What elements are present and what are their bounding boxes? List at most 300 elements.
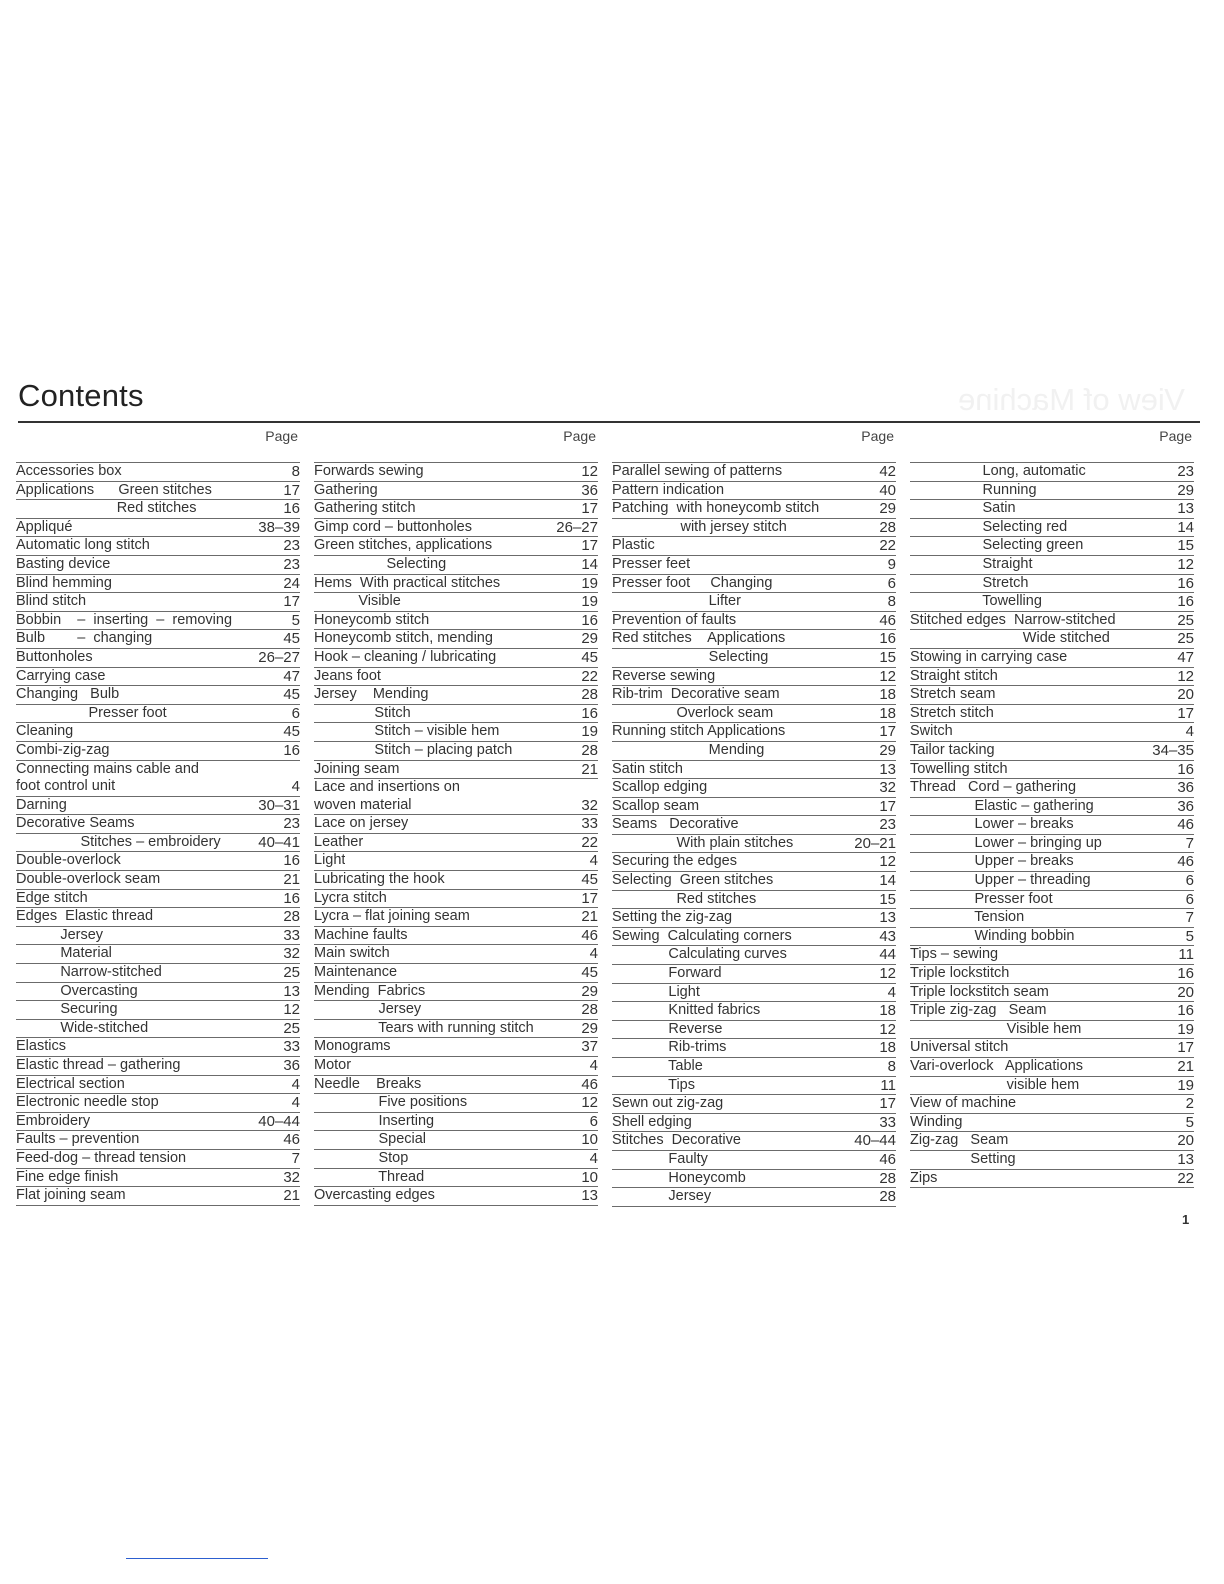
index-entry: [910, 909, 1194, 928]
entry-page: 19: [581, 593, 598, 611]
entry-page: 18: [879, 704, 896, 722]
entry-label: Edge stitch: [16, 889, 88, 906]
entry-page: 22: [1177, 1169, 1194, 1187]
index-entry: [314, 945, 598, 964]
entry-label: Triple zig-zag Seam: [910, 1002, 1047, 1019]
index-entry: [612, 1077, 896, 1096]
entry-label: Light: [314, 852, 346, 869]
index-entry: [910, 1077, 1194, 1096]
index-entry: [16, 649, 300, 668]
entry-label: Gathering stitch: [314, 500, 416, 517]
index-entry: [16, 815, 300, 834]
index-entry: [612, 705, 896, 724]
entry-list: [910, 462, 1194, 1188]
entry-label: Selecting red: [910, 518, 1068, 535]
entry-label: Lace and insertions on woven material: [314, 779, 460, 813]
index-entry: [612, 1188, 896, 1207]
index-entry: [314, 742, 598, 761]
entry-label: Appliqué: [16, 518, 73, 535]
entry-page: 45: [283, 723, 300, 741]
entry-page: 45: [581, 871, 598, 889]
entry-label: Changing Bulb: [16, 686, 120, 703]
index-entry: [612, 891, 896, 910]
index-entry: [16, 1001, 300, 1020]
entry-page: 11: [880, 1076, 896, 1094]
entry-page: 21: [283, 871, 300, 889]
index-entry: [314, 1076, 598, 1095]
index-entry: [16, 834, 300, 853]
entry-page: 25: [1177, 630, 1194, 648]
entry-page: 28: [581, 686, 598, 704]
entry-label: Universal stitch: [910, 1039, 1009, 1056]
entry-label: Hems With practical stitches: [314, 574, 501, 591]
index-entry: [612, 500, 896, 519]
entry-label: Connecting mains cable and foot control unit: [16, 760, 199, 795]
entry-label: Straight stitch: [910, 667, 998, 684]
index-entry: [612, 909, 896, 928]
index-entry: [16, 890, 300, 909]
entry-label: Calculating curves: [612, 946, 787, 963]
index-entry: [314, 1020, 598, 1039]
entry-label: Joining seam: [314, 760, 400, 777]
title-rule: [18, 421, 1200, 423]
index-entry: [314, 927, 598, 946]
entry-label: Shell edging: [612, 1113, 692, 1130]
index-entry: [16, 761, 300, 797]
entry-page: 20: [1177, 1132, 1194, 1150]
index-entry: [612, 463, 896, 482]
index-entry: [910, 1039, 1194, 1058]
index-entry: [910, 1151, 1194, 1170]
contents-column-2: [314, 426, 598, 1206]
entry-page: 29: [581, 982, 598, 1000]
entry-label: Stowing in carrying case: [910, 648, 1068, 665]
entry-page: 11: [1178, 946, 1194, 964]
entry-page: 45: [283, 630, 300, 648]
entry-label: Lycra stitch: [314, 889, 387, 906]
entry-label: Double-overlock seam: [16, 871, 161, 888]
entry-page: 16: [283, 500, 300, 518]
entry-label: Reverse sewing: [612, 667, 716, 684]
entry-page: 6: [1185, 890, 1194, 908]
page-column-header: Page: [861, 428, 894, 444]
entry-label: Winding: [910, 1113, 963, 1130]
index-entry: [612, 872, 896, 891]
entry-page: 6: [887, 574, 896, 592]
entry-page: 16: [1177, 574, 1194, 592]
index-entry: [16, 797, 300, 816]
entry-page: 12: [879, 667, 896, 685]
index-entry: [612, 649, 896, 668]
entry-label: Carrying case: [16, 667, 106, 684]
index-entry: [16, 1057, 300, 1076]
entry-label: View of machine: [910, 1095, 1017, 1112]
entry-label: Jeans foot: [314, 667, 381, 684]
index-entry: [910, 686, 1194, 705]
entry-label: Lower – bringing up: [910, 834, 1102, 851]
entry-page: 36: [1177, 797, 1194, 815]
entry-page: 23: [1177, 463, 1194, 480]
entry-page: 22: [879, 537, 896, 555]
index-entry: [314, 705, 598, 724]
entry-page: 28: [283, 908, 300, 926]
entry-label: Winding bobbin: [910, 927, 1075, 944]
entry-label: Stitches – embroidery: [16, 833, 221, 850]
entry-label: Selecting: [314, 555, 447, 572]
entry-page: 29: [879, 741, 896, 759]
entry-page: 7: [291, 1149, 300, 1167]
index-entry: [910, 1114, 1194, 1133]
entry-page: 26–27: [258, 648, 300, 666]
index-entry: [910, 835, 1194, 854]
entry-page: 32: [283, 1168, 300, 1186]
index-entry: [612, 965, 896, 984]
index-entry: [910, 500, 1194, 519]
entry-list: [314, 462, 598, 1206]
entry-label: Gimp cord – buttonholes: [314, 518, 472, 535]
index-entry: [16, 668, 300, 687]
index-entry: [612, 612, 896, 631]
index-entry: [910, 872, 1194, 891]
entry-label: Selecting: [612, 648, 769, 665]
entry-label: Seams Decorative: [612, 816, 739, 833]
index-entry: [612, 1114, 896, 1133]
index-entry: [612, 1132, 896, 1151]
entry-page: 36: [283, 1057, 300, 1074]
index-entry: [16, 964, 300, 983]
entry-page: 37: [581, 1038, 598, 1056]
entry-page: 19: [1177, 1020, 1194, 1038]
entry-label: With plain stitches: [612, 834, 794, 851]
entry-page: 20–21: [854, 834, 896, 852]
index-entry: [314, 500, 598, 519]
index-entry: [314, 1187, 598, 1206]
entry-page: 17: [581, 889, 598, 907]
index-entry: [314, 537, 598, 556]
entry-label: Securing: [16, 1001, 118, 1018]
entry-label: Sewing Calculating corners: [612, 927, 792, 944]
entry-page: 23: [879, 816, 896, 834]
entry-label: Presser foot: [16, 704, 167, 721]
index-entry: [314, 1169, 598, 1188]
entry-page: 45: [581, 964, 598, 982]
entry-page: 7: [1185, 909, 1194, 927]
entry-label: Lycra – flat joining seam: [314, 908, 470, 925]
entry-page: 21: [581, 760, 598, 778]
entry-label: Plastic: [612, 537, 655, 554]
entry-label: Overcasting: [16, 982, 138, 999]
entry-label: Reverse: [612, 1020, 723, 1037]
index-entry: [612, 742, 896, 761]
entry-page: 13: [581, 1187, 598, 1205]
index-entry: [16, 537, 300, 556]
entry-label: Scallop seam: [612, 797, 700, 814]
index-entry: [910, 1002, 1194, 1021]
entry-label: Stretch: [910, 574, 1029, 591]
entry-label: Applications Green stitches: [16, 481, 212, 498]
index-entry: [910, 556, 1194, 575]
entry-label: Feed-dog – thread tension: [16, 1149, 187, 1166]
entry-label: Gathering: [314, 481, 378, 498]
entry-page: 46: [1177, 816, 1194, 834]
index-entry: [16, 1038, 300, 1057]
entry-page: 9: [887, 555, 896, 573]
entry-page: 46: [581, 1075, 598, 1093]
entry-label: Maintenance: [314, 964, 398, 981]
page-column-header: Page: [563, 428, 596, 444]
entry-page: 14: [1177, 518, 1194, 536]
entry-page: 4: [589, 852, 598, 870]
entry-label: Securing the edges: [612, 853, 737, 870]
entry-label: Red stitches: [16, 500, 197, 517]
entry-label: Double-overlock: [16, 852, 121, 869]
index-entry: [16, 705, 300, 724]
entry-label: Faulty: [612, 1150, 708, 1167]
index-entry: [612, 668, 896, 687]
entry-page: 46: [879, 611, 896, 629]
entry-label: Blind hemming: [16, 574, 112, 591]
index-entry: [16, 1169, 300, 1188]
index-entry: [314, 668, 598, 687]
entry-page: 16: [283, 741, 300, 759]
entry-page: 26–27: [556, 518, 598, 536]
entry-page: 33: [581, 815, 598, 833]
entry-label: Flat joining seam: [16, 1187, 126, 1204]
entry-page: 20: [1177, 686, 1194, 704]
index-entry: [612, 984, 896, 1003]
index-entry: [910, 761, 1194, 780]
entry-page: 33: [283, 1038, 300, 1056]
entry-page: 23: [283, 815, 300, 833]
entry-page: 45: [283, 686, 300, 704]
index-entry: [314, 1038, 598, 1057]
entry-label: visible hem: [910, 1076, 1080, 1093]
index-entry: [612, 761, 896, 780]
entry-label: Jersey: [314, 1001, 422, 1018]
entry-page: 12: [879, 965, 896, 983]
contents-column-4: [910, 426, 1194, 1188]
index-entry: [314, 593, 598, 612]
entry-page: 4: [291, 1094, 300, 1112]
entry-page: 7: [1185, 834, 1194, 852]
entry-label: Satin stitch: [612, 760, 683, 777]
entry-page: 29: [581, 630, 598, 648]
page-title: Contents: [18, 378, 144, 413]
index-entry: [314, 815, 598, 834]
entry-label: Cleaning: [16, 723, 74, 740]
entry-label: Satin: [910, 500, 1016, 517]
entry-label: Zig-zag Seam: [910, 1132, 1009, 1149]
entry-label: Jersey Mending: [314, 686, 429, 703]
index-entry: [16, 927, 300, 946]
entry-page: 13: [283, 982, 300, 1000]
entry-label: Setting the zig-zag: [612, 909, 733, 926]
index-entry: [612, 779, 896, 798]
index-entry: [612, 630, 896, 649]
index-entry: [16, 908, 300, 927]
entry-label: Elastic – gathering: [910, 797, 1094, 814]
index-entry: [612, 816, 896, 835]
entry-label: Knitted fabrics: [612, 1002, 761, 1019]
entry-label: Red stitches: [612, 890, 757, 907]
entry-label: Tips: [612, 1076, 695, 1093]
entry-page: 45: [581, 648, 598, 666]
entry-page: 13: [1177, 500, 1194, 518]
index-entry: [16, 871, 300, 890]
entry-page: 40: [879, 481, 896, 499]
entry-label: Accessories box: [16, 463, 122, 479]
entry-page: 21: [581, 908, 598, 926]
index-entry: [314, 612, 598, 631]
index-entry: [314, 519, 598, 538]
entry-label: Fine edge finish: [16, 1168, 119, 1185]
index-entry: [16, 1131, 300, 1150]
entry-label: Leather: [314, 833, 364, 850]
index-entry: [910, 928, 1194, 947]
entry-label: Scallop edging: [612, 779, 708, 796]
entry-page: 23: [283, 555, 300, 573]
entry-page: 16: [581, 704, 598, 722]
index-entry: [16, 556, 300, 575]
entry-page: 34–35: [1152, 741, 1194, 759]
entry-page: 17: [879, 723, 896, 741]
entry-label: Combi-zig-zag: [16, 741, 110, 758]
index-entry: [16, 630, 300, 649]
entry-page: 46: [879, 1150, 896, 1168]
entry-page: 47: [1177, 648, 1194, 666]
entry-page: 28: [879, 1188, 896, 1206]
entry-page: 17: [879, 797, 896, 815]
entry-page: 32: [581, 796, 598, 814]
index-entry: [910, 779, 1194, 798]
index-entry: [16, 945, 300, 964]
entry-label: Basting device: [16, 555, 111, 572]
entry-page: 12: [1177, 667, 1194, 685]
index-entry: [314, 1057, 598, 1076]
entry-label: Lower – breaks: [910, 816, 1074, 833]
index-entry: [910, 1021, 1194, 1040]
entry-page: 5: [1185, 927, 1194, 945]
entry-page: 17: [283, 593, 300, 611]
entry-label: Upper – threading: [910, 872, 1091, 889]
entry-page: 12: [581, 1094, 598, 1112]
entry-label: Selecting green: [910, 537, 1084, 554]
entry-page: 16: [1177, 1002, 1194, 1020]
entry-page: 29: [879, 500, 896, 518]
entry-label: Stitch: [314, 704, 411, 721]
entry-label: Faults – prevention: [16, 1131, 140, 1148]
entry-label: Mending Fabrics: [314, 982, 426, 999]
index-entry: [16, 519, 300, 538]
index-entry: [910, 984, 1194, 1003]
entry-label: Patching with honeycomb stitch: [612, 500, 820, 517]
index-entry: [612, 1151, 896, 1170]
index-entry: [910, 798, 1194, 817]
index-entry: [612, 946, 896, 965]
index-entry: [612, 723, 896, 742]
entry-label: Rib-trim Decorative seam: [612, 686, 780, 703]
entry-page: 13: [1177, 1150, 1194, 1168]
entry-label: Motor: [314, 1057, 352, 1073]
entry-page: 21: [1177, 1058, 1194, 1075]
entry-label: Setting: [910, 1150, 1016, 1167]
entry-page: 17: [879, 1095, 896, 1113]
index-entry: [16, 852, 300, 871]
entry-page: 33: [879, 1113, 896, 1131]
entry-label: Honeycomb stitch: [314, 611, 430, 628]
entry-page: 36: [581, 481, 598, 499]
page-number: 1: [1182, 1212, 1190, 1227]
entry-label: Five positions: [314, 1094, 468, 1111]
index-entry: [16, 612, 300, 631]
entry-label: Stitch – visible hem: [314, 723, 500, 740]
index-entry: [314, 686, 598, 705]
entry-label: Elastic thread – gathering: [16, 1057, 181, 1073]
index-entry: [910, 537, 1194, 556]
index-entry: [16, 1094, 300, 1113]
entry-page: 12: [879, 853, 896, 871]
entry-list: [612, 462, 896, 1207]
index-entry: [314, 983, 598, 1002]
index-entry: [910, 630, 1194, 649]
index-entry: [314, 723, 598, 742]
entry-page: 22: [581, 667, 598, 685]
index-entry: [314, 1001, 598, 1020]
index-entry: [16, 575, 300, 594]
entry-label: Red stitches Applications: [612, 630, 786, 647]
index-entry: [314, 779, 598, 815]
index-entry: [612, 575, 896, 594]
entry-page: 46: [581, 926, 598, 944]
entry-label: Edges Elastic thread: [16, 908, 154, 925]
index-entry: [612, 928, 896, 947]
entry-page: 6: [1185, 872, 1194, 890]
entry-page: 4: [887, 983, 896, 1001]
entry-label: Bobbin – inserting – removing: [16, 611, 233, 628]
index-entry: [16, 1113, 300, 1132]
entry-page: 43: [879, 927, 896, 945]
entry-label: Upper – breaks: [910, 853, 1074, 870]
index-entry: [910, 1058, 1194, 1077]
entry-page: 12: [879, 1020, 896, 1038]
index-entry: [16, 1020, 300, 1039]
entry-page: 19: [581, 574, 598, 592]
entry-page: 40–44: [854, 1132, 896, 1150]
index-entry: [910, 668, 1194, 687]
entry-page: 22: [581, 833, 598, 851]
index-entry: [910, 463, 1194, 482]
entry-list: [16, 462, 300, 1206]
entry-label: Towelling stitch: [910, 760, 1008, 777]
entry-label: Stitched edges Narrow-stitched: [910, 611, 1116, 628]
entry-page: 10: [581, 1131, 598, 1149]
index-entry: [314, 761, 598, 780]
entry-page: 8: [887, 593, 896, 611]
index-entry: [16, 500, 300, 519]
entry-page: 16: [1177, 965, 1194, 983]
entry-page: 28: [581, 1001, 598, 1019]
index-entry: [314, 1113, 598, 1132]
entry-page: 46: [1177, 853, 1194, 871]
entry-page: 10: [581, 1168, 598, 1186]
entry-label: Bulb – changing: [16, 630, 153, 647]
entry-page: 28: [879, 1169, 896, 1187]
index-entry: [910, 946, 1194, 965]
entry-label: Electrical section: [16, 1075, 125, 1092]
entry-page: 8: [887, 1058, 896, 1075]
entry-label: Wide stitched: [910, 630, 1110, 647]
index-entry: [612, 556, 896, 575]
